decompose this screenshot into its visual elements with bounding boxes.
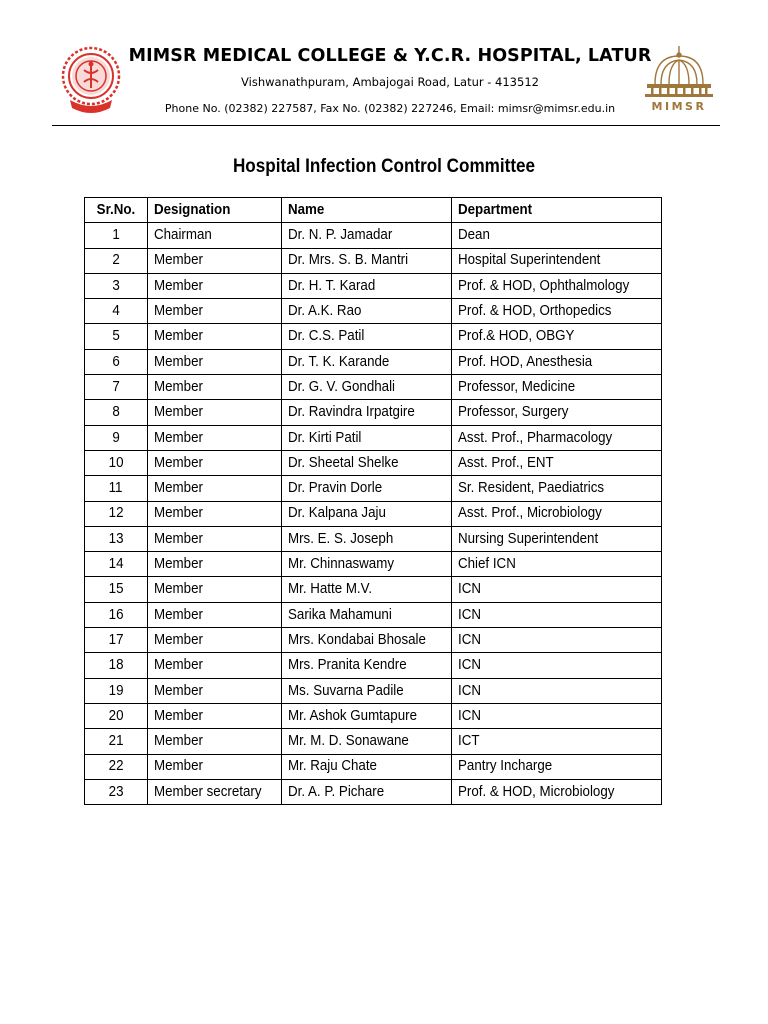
name-cell: Dr. Kirti Patil: [282, 425, 452, 450]
name-cell: Dr. Pravin Dorle: [282, 476, 452, 501]
table-row: [85, 299, 662, 324]
sr-no-cell: 3: [85, 273, 148, 298]
department-cell: Asst. Prof., Pharmacology: [452, 425, 662, 450]
name-cell: Dr. N. P. Jamadar: [282, 223, 452, 248]
name-cell: Dr. T. K. Karande: [282, 349, 452, 374]
designation-cell: Member: [148, 476, 282, 501]
department-cell: Pantry Incharge: [452, 754, 662, 779]
department-cell: ICN: [452, 653, 662, 678]
name-cell: Mr. M. D. Sonawane: [282, 729, 452, 754]
sr-no-cell: 5: [85, 324, 148, 349]
sr-no-cell: 23: [85, 779, 148, 804]
sr-no-cell: 4: [85, 299, 148, 324]
table-row: [85, 476, 662, 501]
column-header-name: Name: [282, 198, 452, 223]
sr-no-cell: 19: [85, 678, 148, 703]
department-cell: Asst. Prof., Microbiology: [452, 501, 662, 526]
designation-cell: Member: [148, 450, 282, 475]
sr-no-cell: 13: [85, 526, 148, 551]
header-divider: [52, 125, 720, 126]
department-cell: Hospital Superintendent: [452, 248, 662, 273]
sr-no-cell: 18: [85, 653, 148, 678]
department-cell: ICN: [452, 703, 662, 728]
table-row: [85, 273, 662, 298]
mimsr-logo-text: MIMSR: [651, 100, 707, 113]
department-cell: ICN: [452, 678, 662, 703]
department-cell: Professor, Surgery: [452, 400, 662, 425]
name-cell: Dr. Ravindra Irpatgire: [282, 400, 452, 425]
name-cell: Mr. Hatte M.V.: [282, 577, 452, 602]
name-cell: Dr. A.K. Rao: [282, 299, 452, 324]
table-row: [85, 754, 662, 779]
committee-table: [84, 197, 662, 805]
designation-cell: Member: [148, 425, 282, 450]
department-cell: ICN: [452, 602, 662, 627]
department-cell: Prof. & HOD, Microbiology: [452, 779, 662, 804]
name-cell: Mrs. Pranita Kendre: [282, 653, 452, 678]
table-row: [85, 324, 662, 349]
designation-cell: Member: [148, 678, 282, 703]
table-row: [85, 450, 662, 475]
designation-cell: Member: [148, 273, 282, 298]
table-row: [85, 602, 662, 627]
sr-no-cell: 6: [85, 349, 148, 374]
sr-no-cell: 16: [85, 602, 148, 627]
name-cell: Mrs. Kondabai Bhosale: [282, 628, 452, 653]
designation-cell: Member secretary: [148, 779, 282, 804]
department-cell: Prof.& HOD, OBGY: [452, 324, 662, 349]
sr-no-cell: 2: [85, 248, 148, 273]
department-cell: ICN: [452, 577, 662, 602]
table-row: [85, 678, 662, 703]
department-cell: Sr. Resident, Paediatrics: [452, 476, 662, 501]
name-cell: Mrs. E. S. Joseph: [282, 526, 452, 551]
designation-cell: Member: [148, 526, 282, 551]
table-row: [85, 779, 662, 804]
name-cell: Mr. Raju Chate: [282, 754, 452, 779]
table-row: [85, 349, 662, 374]
name-cell: Dr. Sheetal Shelke: [282, 450, 452, 475]
designation-cell: Chairman: [148, 223, 282, 248]
department-cell: ICN: [452, 628, 662, 653]
name-cell: Mr. Ashok Gumtapure: [282, 703, 452, 728]
department-cell: Prof. & HOD, Ophthalmology: [452, 273, 662, 298]
table-row: [85, 375, 662, 400]
sr-no-cell: 14: [85, 552, 148, 577]
sr-no-cell: 9: [85, 425, 148, 450]
sr-no-cell: 12: [85, 501, 148, 526]
designation-cell: Member: [148, 324, 282, 349]
department-cell: Prof. & HOD, Orthopedics: [452, 299, 662, 324]
column-header-designation: Designation: [148, 198, 282, 223]
table-row: [85, 248, 662, 273]
designation-cell: Member: [148, 729, 282, 754]
designation-cell: Member: [148, 754, 282, 779]
name-cell: Dr. G. V. Gondhali: [282, 375, 452, 400]
name-cell: Mr. Chinnaswamy: [282, 552, 452, 577]
table-row: [85, 425, 662, 450]
document-title: Hospital Infection Control Committee: [232, 156, 536, 177]
table-row: [85, 577, 662, 602]
table-header-row: [85, 198, 662, 223]
table-row: [85, 400, 662, 425]
sr-no-cell: 15: [85, 577, 148, 602]
table-row: [85, 653, 662, 678]
designation-cell: Member: [148, 577, 282, 602]
sr-no-cell: 10: [85, 450, 148, 475]
department-cell: Prof. HOD, Anesthesia: [452, 349, 662, 374]
college-name: MIMSR MEDICAL COLLEGE & Y.C.R. HOSPITAL, LATUR: [128, 46, 652, 66]
name-cell: Ms. Suvarna Padile: [282, 678, 452, 703]
column-header-department: Department: [452, 198, 662, 223]
sr-no-cell: 17: [85, 628, 148, 653]
designation-cell: Member: [148, 602, 282, 627]
designation-cell: Member: [148, 375, 282, 400]
designation-cell: Member: [148, 248, 282, 273]
sr-no-cell: 8: [85, 400, 148, 425]
designation-cell: Member: [148, 653, 282, 678]
designation-cell: Member: [148, 400, 282, 425]
designation-cell: Member: [148, 299, 282, 324]
sr-no-cell: 22: [85, 754, 148, 779]
department-cell: Nursing Superintendent: [452, 526, 662, 551]
table-row: [85, 552, 662, 577]
column-header-sr-no: Sr.No.: [85, 198, 148, 223]
department-cell: Chief ICN: [452, 552, 662, 577]
sr-no-cell: 1: [85, 223, 148, 248]
name-cell: Dr. C.S. Patil: [282, 324, 452, 349]
table-row: [85, 501, 662, 526]
designation-cell: Member: [148, 501, 282, 526]
department-cell: Professor, Medicine: [452, 375, 662, 400]
table-body: [85, 223, 662, 805]
name-cell: Dr. Kalpana Jaju: [282, 501, 452, 526]
designation-cell: Member: [148, 552, 282, 577]
college-address: Vishwanathpuram, Ambajogai Road, Latur - 413512: [241, 75, 539, 89]
table-row: [85, 223, 662, 248]
designation-cell: Member: [148, 703, 282, 728]
designation-cell: Member: [148, 628, 282, 653]
name-cell: Sarika Mahamuni: [282, 602, 452, 627]
name-cell: Dr. Mrs. S. B. Mantri: [282, 248, 452, 273]
designation-cell: Member: [148, 349, 282, 374]
sr-no-cell: 20: [85, 703, 148, 728]
department-cell: Asst. Prof., ENT: [452, 450, 662, 475]
table-row: [85, 703, 662, 728]
name-cell: Dr. H. T. Karad: [282, 273, 452, 298]
table-row: [85, 729, 662, 754]
department-cell: ICT: [452, 729, 662, 754]
department-cell: Dean: [452, 223, 662, 248]
college-contact: Phone No. (02382) 227587, Fax No. (02382) 227246, Email: mimsr@mimsr.edu.in: [164, 102, 616, 115]
sr-no-cell: 7: [85, 375, 148, 400]
name-cell: Dr. A. P. Pichare: [282, 779, 452, 804]
table-row: [85, 526, 662, 551]
sr-no-cell: 11: [85, 476, 148, 501]
sr-no-cell: 21: [85, 729, 148, 754]
table-row: [85, 628, 662, 653]
